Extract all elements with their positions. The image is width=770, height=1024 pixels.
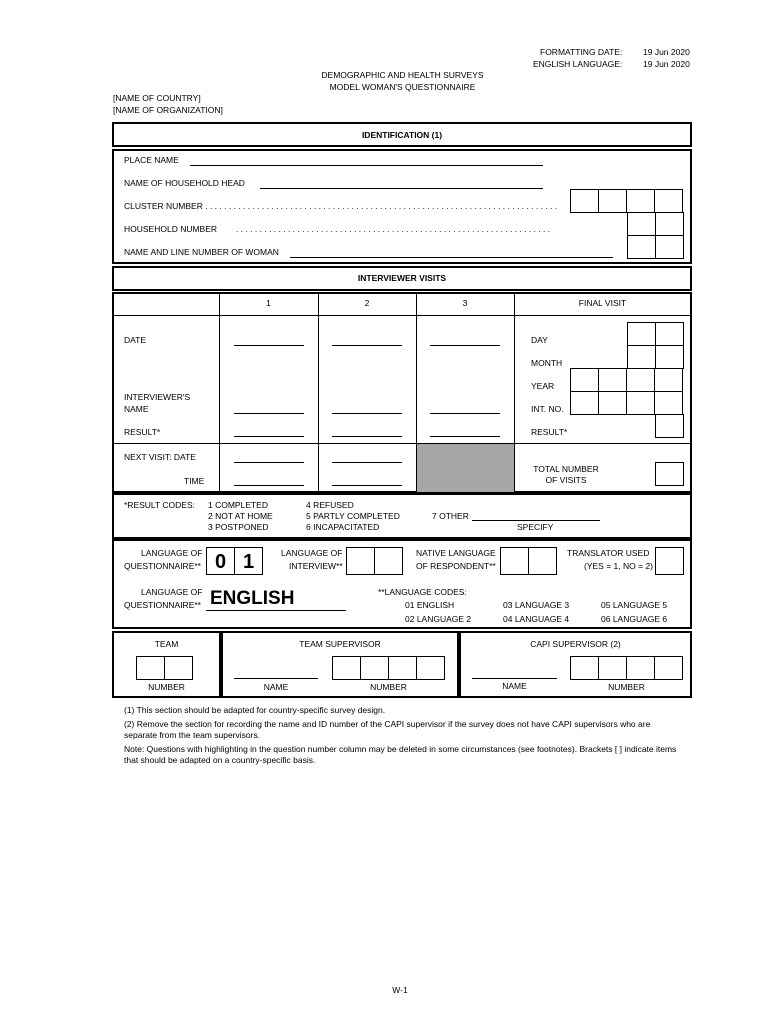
visit-result-label: RESULT*	[124, 427, 161, 437]
language-code-03: 03 LANGUAGE 3	[503, 600, 570, 610]
visit-col-3: 3	[462, 298, 468, 308]
final-year-label: YEAR	[531, 381, 555, 391]
cluster-number-label: CLUSTER NUMBER . . . . . . . . . . . . . . . . . . . . . . . . . . . . . . . . . . . . . . . . . . . . . . . . . . . . . . . . . . . . . . . . . . . . . . . . . . .	[124, 201, 558, 211]
english-language-value: 19 Jun 2020	[643, 59, 690, 69]
team-supervisor-name-label: NAME	[263, 682, 289, 692]
language-codes-title: **LANGUAGE CODES:	[378, 587, 467, 597]
team-supervisor-number-boxes[interactable]	[332, 656, 445, 680]
team-number-boxes[interactable]	[136, 656, 193, 680]
visit-date-label: DATE	[124, 335, 147, 345]
footnote-2-line2: separate from the team supervisors.	[124, 730, 261, 740]
team-supervisor-label: TEAM SUPERVISOR	[299, 639, 381, 649]
result-code-5: 5 PARTLY COMPLETED	[306, 511, 400, 521]
language-code-02: 02 LANGUAGE 2	[405, 614, 472, 624]
household-head-field[interactable]	[260, 188, 543, 189]
result-code-1: 1 COMPLETED	[208, 500, 268, 510]
visit3-date-field[interactable]	[430, 345, 500, 346]
visit3-result-field[interactable]	[430, 436, 500, 437]
questionnaire-language-label-1: LANGUAGE OF	[141, 548, 203, 558]
capi-supervisor-number-label: NUMBER	[608, 682, 645, 692]
visit-col-final: FINAL VISIT	[578, 298, 627, 308]
capi-supervisor-label: CAPI SUPERVISOR (2)	[530, 639, 621, 649]
household-head-label: NAME OF HOUSEHOLD HEAD	[124, 178, 245, 188]
final-int-no-label: INT. NO.	[531, 404, 564, 414]
total-visits-label-2: OF VISITS	[545, 475, 587, 485]
team-supervisor-name-field[interactable]	[234, 678, 318, 679]
team-label: TEAM	[154, 639, 179, 649]
visits-header-divider	[113, 315, 691, 316]
organization-name: [NAME OF ORGANIZATION]	[113, 105, 223, 115]
result-code-3: 3 POSTPONED	[208, 522, 269, 532]
final-result-box[interactable]	[655, 414, 684, 438]
questionnaire-language-code-boxes	[206, 547, 263, 575]
identification-title: IDENTIFICATION (1)	[361, 130, 443, 140]
visit2-name-field[interactable]	[332, 413, 402, 414]
result-codes-box	[112, 493, 692, 539]
interviewer-name-label-2: NAME	[124, 404, 149, 414]
visit2-next-time-field[interactable]	[332, 485, 402, 486]
interview-language-label-1: LANGUAGE OF	[281, 548, 343, 558]
household-number-boxes[interactable]	[627, 212, 684, 236]
visit2-next-date-field[interactable]	[332, 462, 402, 463]
visit-3-next-shaded	[417, 444, 514, 492]
translator-used-box[interactable]	[655, 547, 684, 575]
doc-title-line2: MODEL WOMAN'S QUESTIONNAIRE	[329, 82, 476, 92]
final-year-boxes[interactable]	[570, 368, 683, 392]
visit1-next-date-field[interactable]	[234, 462, 304, 463]
questionnaire-language-name-label-1: LANGUAGE OF	[141, 587, 203, 597]
capi-supervisor-name-field[interactable]	[472, 678, 557, 679]
total-visits-label-1: TOTAL NUMBER	[533, 464, 599, 474]
result-code-4: 4 REFUSED	[306, 500, 354, 510]
total-visits-box[interactable]	[655, 462, 684, 486]
visits-col-divider-1	[318, 293, 319, 492]
cluster-number-boxes[interactable]	[570, 189, 683, 213]
interview-language-label-2: INTERVIEW**	[289, 561, 343, 571]
visit-col-1: 1	[266, 298, 271, 308]
language-code-01: 01 ENGLISH	[405, 600, 455, 610]
result-specify-label: SPECIFY	[517, 522, 554, 532]
formatting-date-value: 19 Jun 2020	[643, 47, 690, 57]
visit1-next-time-field[interactable]	[234, 485, 304, 486]
visits-col-divider-0	[219, 293, 220, 492]
page-number: W-1	[392, 985, 408, 995]
visit1-date-field[interactable]	[234, 345, 304, 346]
woman-line-number-boxes[interactable]	[627, 235, 684, 259]
translator-used-label-2: (YES = 1, NO = 2)	[584, 561, 653, 571]
team-number-label: NUMBER	[148, 682, 185, 692]
result-codes-label: *RESULT CODES:	[124, 500, 196, 510]
final-day-boxes[interactable]	[627, 322, 684, 346]
formatting-date-label: FORMATTING DATE:	[540, 47, 623, 57]
final-int-no-boxes[interactable]	[570, 391, 683, 415]
final-day-label: DAY	[531, 335, 548, 345]
result-code-2: 2 NOT AT HOME	[208, 511, 273, 521]
final-result-label: RESULT*	[531, 427, 568, 437]
language-code-06: 06 LANGUAGE 6	[601, 614, 668, 624]
questionnaire-language-name-label-2: QUESTIONNAIRE**	[124, 600, 201, 610]
place-name-field[interactable]	[190, 165, 543, 166]
next-visit-date-label: NEXT VISIT: DATE	[124, 452, 196, 462]
note-line1: Note: Questions with highlighting in the question number column may be deleted in some circumstances (see footnotes). Brackets [ ] indicate items	[124, 744, 677, 754]
note-line2: that should be adapted on a country-specific basis.	[124, 755, 316, 765]
country-name: [NAME OF COUNTRY]	[113, 93, 201, 103]
questionnaire-language-digit-2: 1	[234, 547, 263, 575]
capi-supervisor-name-label: NAME	[502, 681, 527, 691]
woman-name-line-field[interactable]	[290, 257, 613, 258]
english-language-label: ENGLISH LANGUAGE:	[533, 59, 623, 69]
result-code-6: 6 INCAPACITATED	[306, 522, 380, 532]
final-month-boxes[interactable]	[627, 345, 684, 369]
visit1-name-field[interactable]	[234, 413, 304, 414]
visits-title: INTERVIEWER VISITS	[357, 273, 447, 283]
visit3-name-field[interactable]	[430, 413, 500, 414]
capi-supervisor-number-boxes[interactable]	[570, 656, 683, 680]
native-language-label-2: OF RESPONDENT**	[416, 561, 496, 571]
visit1-result-field[interactable]	[234, 436, 304, 437]
team-supervisor-number-label: NUMBER	[370, 682, 407, 692]
questionnaire-language-name-underline	[206, 610, 346, 611]
questionnaire-language-digit-1: 0	[206, 547, 235, 575]
woman-name-line-label: NAME AND LINE NUMBER OF WOMAN	[124, 247, 279, 257]
result-other-specify-field[interactable]	[472, 520, 600, 521]
doc-title-line1: DEMOGRAPHIC AND HEALTH SURVEYS	[321, 70, 484, 80]
result-code-7: 7 OTHER	[432, 511, 469, 521]
interviewer-name-label-1: INTERVIEWER'S	[124, 392, 191, 402]
household-number-dots: . . . . . . . . . . . . . . . . . . . . . . . . . . . . . . . . . . . . . . . . . . . . . . . . . . . . . . . . . . . . . . . . . . .	[236, 224, 551, 234]
questionnaire-language-name: ENGLISH	[210, 588, 295, 609]
questionnaire-language-label-2: QUESTIONNAIRE**	[124, 561, 201, 571]
native-language-label-1: NATIVE LANGUAGE	[416, 548, 496, 558]
language-code-05: 05 LANGUAGE 5	[601, 600, 668, 610]
language-code-04: 04 LANGUAGE 4	[503, 614, 570, 624]
footnote-1: (1) This section should be adapted for country-specific survey design.	[124, 705, 386, 715]
next-visit-time-label: TIME	[184, 476, 205, 486]
household-number-label: HOUSEHOLD NUMBER	[124, 224, 218, 234]
native-language-boxes[interactable]	[500, 547, 557, 575]
place-name-label: PLACE NAME	[124, 155, 179, 165]
visit2-date-field[interactable]	[332, 345, 402, 346]
interview-language-boxes[interactable]	[346, 547, 403, 575]
final-month-label: MONTH	[531, 358, 563, 368]
visits-col-divider-3	[514, 293, 515, 492]
visit-col-2: 2	[364, 298, 370, 308]
visit2-result-field[interactable]	[332, 436, 402, 437]
footnote-2-line1: (2) Remove the section for recording the name and ID number of the CAPI supervisor if the survey does not have CAPI supervisors who are	[124, 719, 651, 729]
translator-used-label-1: TRANSLATOR USED	[567, 548, 650, 558]
visits-final-divider	[514, 443, 691, 444]
